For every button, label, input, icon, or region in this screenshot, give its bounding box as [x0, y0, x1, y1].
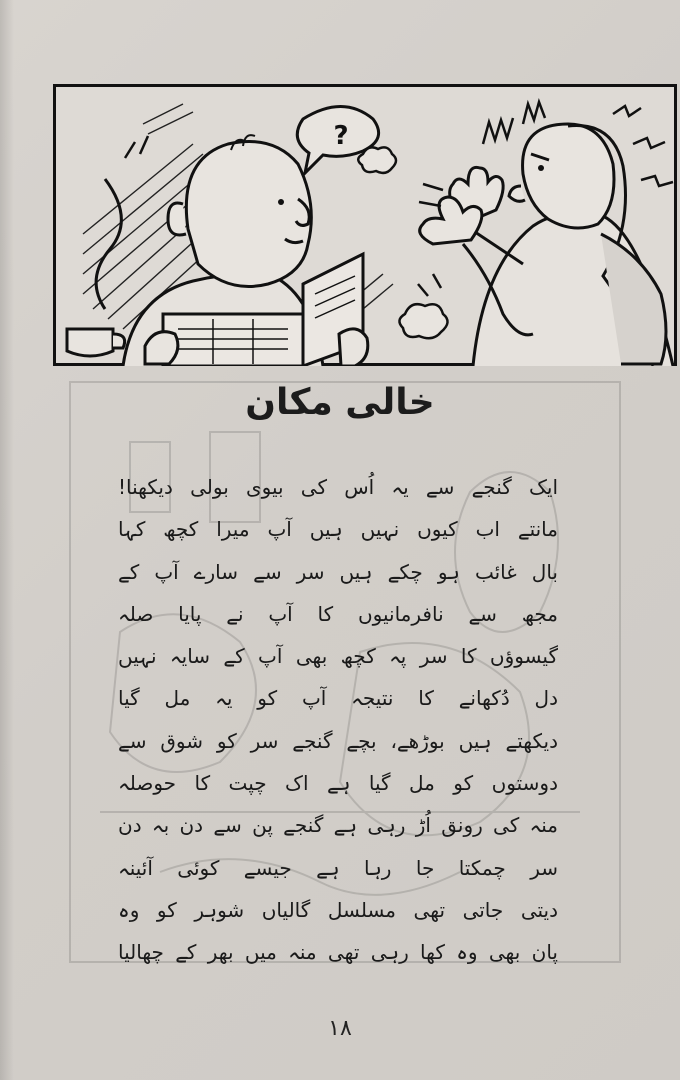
poem-text	[118, 466, 558, 974]
poem-line: دیکھتے ہیں بوڑھے، بچے گنجے سر کو شوق سے	[118, 728, 558, 753]
poem-line: دوستوں کو مل گیا ہے اک چپت کا حوصلہ	[118, 771, 558, 796]
page-binding-shadow	[0, 0, 14, 1080]
page-number: ۱۸	[328, 1016, 352, 1041]
poem-line: ایک گنجے سے یہ اُس کی بیوی بولی دیکھنا!	[118, 475, 558, 499]
poem-line: دیتی جاتی تھی مسلسل گالیاں شوہر کو وہ	[118, 897, 558, 922]
poem-title: خالی مکان	[245, 382, 435, 423]
poem-line: پان بھی وہ کھا رہی تھی منہ میں بھر کے چھالیا	[118, 940, 558, 965]
poem-line: بال غائب ہو چکے ہیں سر سے سارے آپ کے	[118, 559, 558, 584]
speech-bubble-text: ?	[333, 121, 349, 151]
poem-line: منہ کی رونق اُڑ رہی ہے گنجے پن سے دن بہ دن	[118, 813, 558, 838]
poem-line: مجھ سے نافرمانیوں کا آپ نے پایا صلہ	[118, 601, 558, 626]
poem-line: گیسوؤں کا سر پہ کچھ بھی آپ کے سایہ نہیں	[118, 644, 558, 669]
cartoon-illustration	[53, 84, 677, 366]
poem-line: دل دُکھانے کا نتیجہ آپ کو یہ مل گیا	[118, 686, 558, 711]
poem-line: مانتے اب کیوں نہیں ہیں آپ میرا کچھ کہا	[118, 517, 558, 542]
poem-line: سر چمکتا جا رہا ہے جیسے کوئی آئینہ	[118, 855, 558, 880]
